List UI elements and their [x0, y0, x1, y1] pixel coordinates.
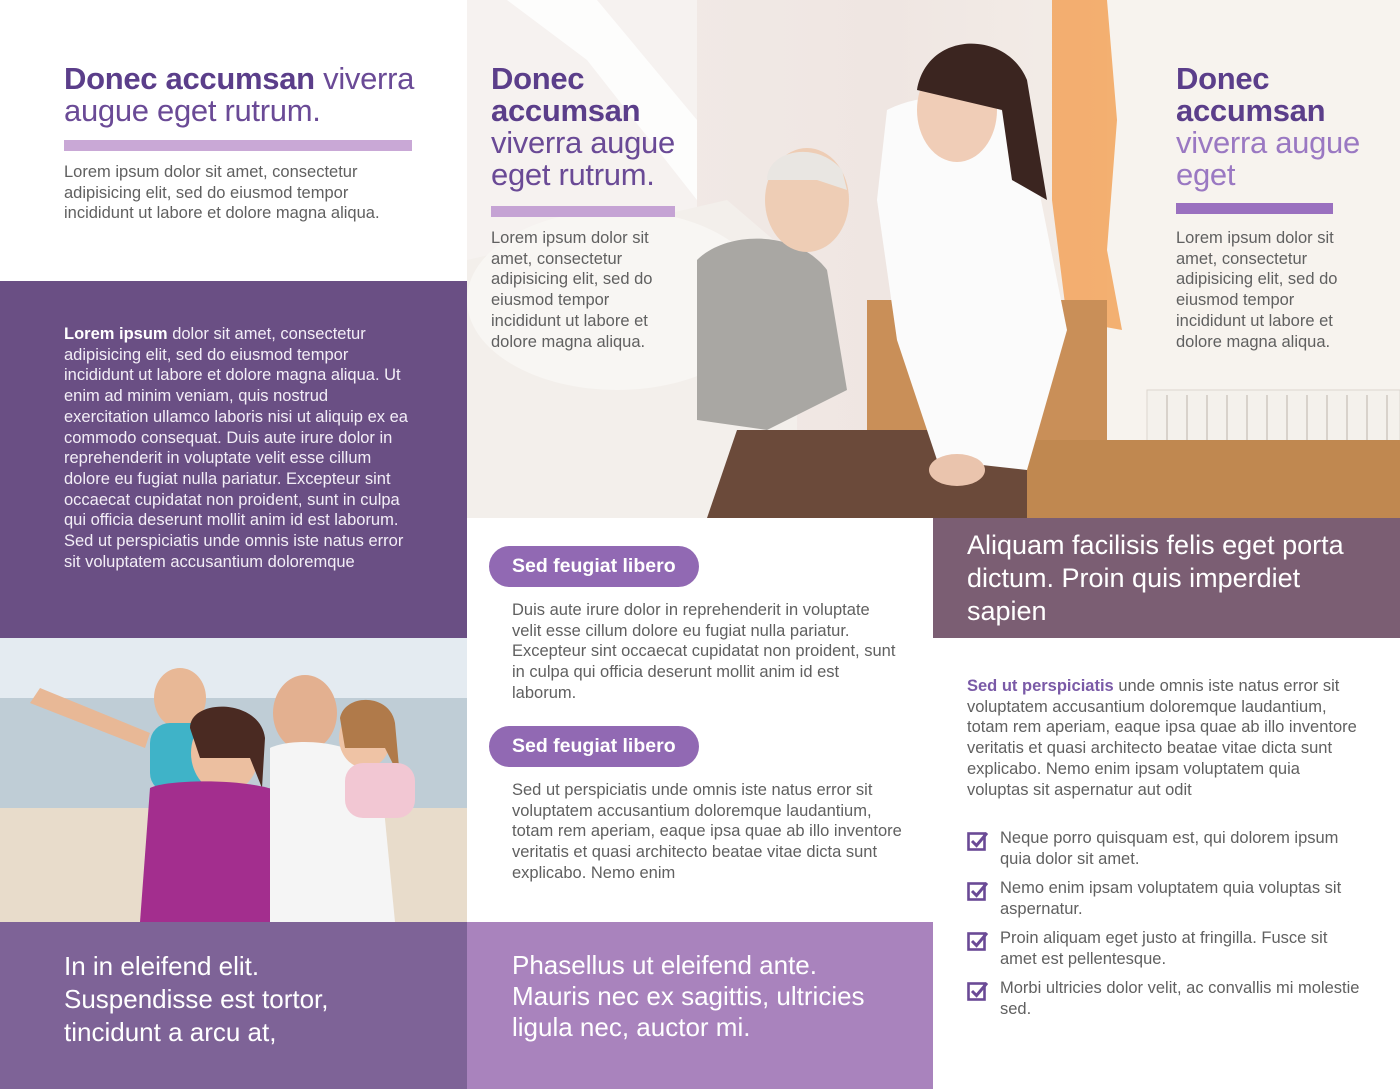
left-bottom-text: In in eleifend elit. Suspendisse est tortor, tincidunt a arcu at, — [64, 951, 329, 1047]
left-purple-text — [64, 324, 409, 572]
right-body-lead: Sed ut perspiciatis — [967, 677, 1114, 695]
right-intro-text: Lorem ipsum dolor sit amet, consectetur adipisicing elit, sed do eiusmod tempor incididunt ut labore et dolore magna aliqua. — [1176, 229, 1338, 351]
checklist-item-text: Neque porro quisquam est, qui dolorem ipsum quia dolor sit amet. — [1000, 829, 1339, 868]
left-purple-body: dolor sit amet, consectetur adipisicing elit, sed do eiusmod tempor incididunt ut labore et dolore magna aliqua. Ut enim ad minim veniam, quis nostrud exercitation ullamco laboris nisi ut aliquip ex ea commodo consequat. Duis aute irure dolor in reprehenderit in voluptate velit esse cillum dolore eu fugiat nulla pariatur. Excepteur sint occaecat cupidatat non proident, sunt in culpa qui officia deserunt mollit anim id est laborum. Sed ut perspiciatis unde omnis iste natus error sit voluptatem accusantium doloremque — [64, 325, 408, 571]
checkbox-checked-icon — [967, 980, 989, 1002]
left-heading-light: viverra augue eget rutrum. — [64, 61, 415, 128]
right-heading-rule — [1176, 203, 1333, 214]
right-heading-bold: Donec accumsan — [1176, 61, 1326, 128]
middle-bottom-text: Phasellus ut eleifend ante. Mauris nec ex sagittis, ultricies ligula nec, auctor mi. — [512, 950, 865, 1042]
middle-heading-bold: Donec accumsan — [491, 61, 641, 128]
middle-intro-text: Lorem ipsum dolor sit amet, consectetur adipisicing elit, sed do eiusmod tempor incididunt ut labore et dolore magna aliqua. — [491, 229, 653, 351]
left-heading-bold: Donec accumsan — [64, 61, 315, 96]
section-body-1: Duis aute irure dolor in reprehenderit in voluptate velit esse cillum dolore eu fugiat nulla pariatur. Excepteur sint occaecat cupidatat non proident, sunt in culpa qui officia deserunt mollit anim id est laborum. — [512, 601, 896, 702]
middle-heading-light: viverra augue eget rutrum. — [491, 125, 675, 192]
left-purple-lead: Lorem ipsum — [64, 325, 168, 343]
checklist-item-text: Morbi ultricies dolor velit, ac convallis mi molestie sed. — [1000, 979, 1360, 1018]
family-photo — [0, 638, 467, 922]
section-pill-1: Sed feugiat libero — [489, 546, 699, 587]
section-body-2: Sed ut perspiciatis unde omnis iste natus error sit voluptatem accusantium doloremque laudantium, totam rem aperiam, eaque ipsa quae ab illo inventore veritatis et quasi architecto beatae vitae dicta sunt explicabo. Nemo enim — [512, 781, 902, 882]
right-heading — [1176, 63, 1376, 191]
checkbox-checked-icon — [967, 930, 989, 952]
right-body-main: unde omnis iste natus error sit voluptatem accusantium doloremque laudantium, totam rem aperiam, eaque ipsa quae ab illo inventore veritatis et quasi architecto beatae vitae dicta sunt explicabo. Nemo enim ipsam voluptatem quia voluptas sit aspernatur aut odit — [967, 677, 1357, 799]
middle-heading — [491, 63, 691, 191]
checklist-item-text: Nemo enim ipsam voluptatem quia voluptas sit aspernatur. — [1000, 879, 1342, 918]
caption-text: Aliquam facilisis felis eget porta dictum. Proin quis imperdiet sapien — [967, 530, 1344, 626]
checklist-item-text: Proin aliquam eget justo at fringilla. Fusce sit amet est pellentesque. — [1000, 929, 1328, 968]
middle-heading-rule — [491, 206, 675, 217]
right-heading-light: viverra augue eget — [1176, 125, 1360, 192]
checkbox-checked-icon — [967, 880, 989, 902]
left-heading — [64, 63, 424, 127]
right-body-text — [967, 676, 1362, 800]
left-heading-rule — [64, 140, 412, 151]
checkbox-checked-icon — [967, 830, 989, 852]
family-photo-illustration — [0, 638, 467, 922]
section-pill-2: Sed feugiat libero — [489, 726, 699, 767]
left-intro-text: Lorem ipsum dolor sit amet, consectetur adipisicing elit, sed do eiusmod tempor incididunt ut labore et dolore magna aliqua. — [64, 163, 380, 223]
